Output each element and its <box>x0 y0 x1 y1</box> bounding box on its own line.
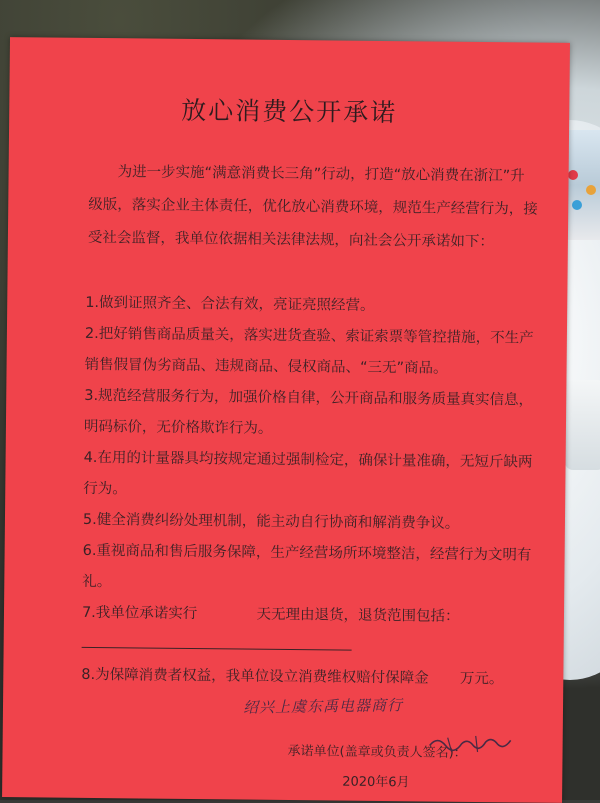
commitment-document <box>2 37 570 803</box>
document-title: 放心消费公开承诺 <box>9 89 569 131</box>
jar-dot-blue <box>572 200 582 210</box>
item-7-text-end: 天无理由退货，退货范围包括： <box>256 607 459 625</box>
item-7-text-start: 7.我单位承诺实行 <box>82 605 198 622</box>
jar-dot-red <box>568 170 578 180</box>
white-tray <box>565 380 600 470</box>
signer-label: 承诺单位(盖章或负责人签名)： <box>287 740 466 761</box>
commitment-item-4: 4.在用的计量器具均按规定通过强制检定，确保计量准确，无短斤缺两行为。 <box>83 443 534 510</box>
commitment-item-7 <box>81 598 532 665</box>
intro-paragraph: 为进一步实施“满意消费长三角”行动，打造“放心消费在浙江”升级版，落实企业主体责任，优化放心消费环境，规范生产经营行为，接受社会监督，我单位依据相关法律法规，向社会公开承诺如下： <box>88 156 539 260</box>
commitment-item-3: 3.规范经营服务行为，加强价格自律，公开商品和服务质量真实信息，明码标价，无价格欺诈行为。 <box>84 381 535 448</box>
return-scope-blank-line <box>82 633 352 651</box>
commitment-item-6: 6.重视商品和售后服务保障，生产经营场所环境整洁，经营行为文明有礼。 <box>82 536 533 603</box>
handwritten-company-name: 绍兴上虞东禹电器商行 <box>243 694 403 718</box>
commitment-item-2: 2.把好销售商品质量关，落实进货查验、索证索票等管控措施，不生产销售假冒伪劣商品、违规商品、侵权商品、“三无”商品。 <box>84 319 535 386</box>
commitment-item-8 <box>81 660 531 696</box>
commitment-item-1: 1.做到证照齐全、合法有效，亮证亮照经营。 <box>85 288 535 324</box>
item-7-days-blank <box>202 618 252 619</box>
item-8-text-end: 万元。 <box>460 671 504 687</box>
item-8-text-start: 8.为保障消费者权益，我单位设立消费维权赔付保障金 <box>81 667 428 687</box>
signing-date: 2020年6月 <box>342 771 410 791</box>
handwritten-signature <box>428 731 513 756</box>
commitment-item-5: 5.健全消费纠纷处理机制，能主动自行协商和解消费争议。 <box>83 505 533 541</box>
jar-dot-orange <box>586 185 596 195</box>
